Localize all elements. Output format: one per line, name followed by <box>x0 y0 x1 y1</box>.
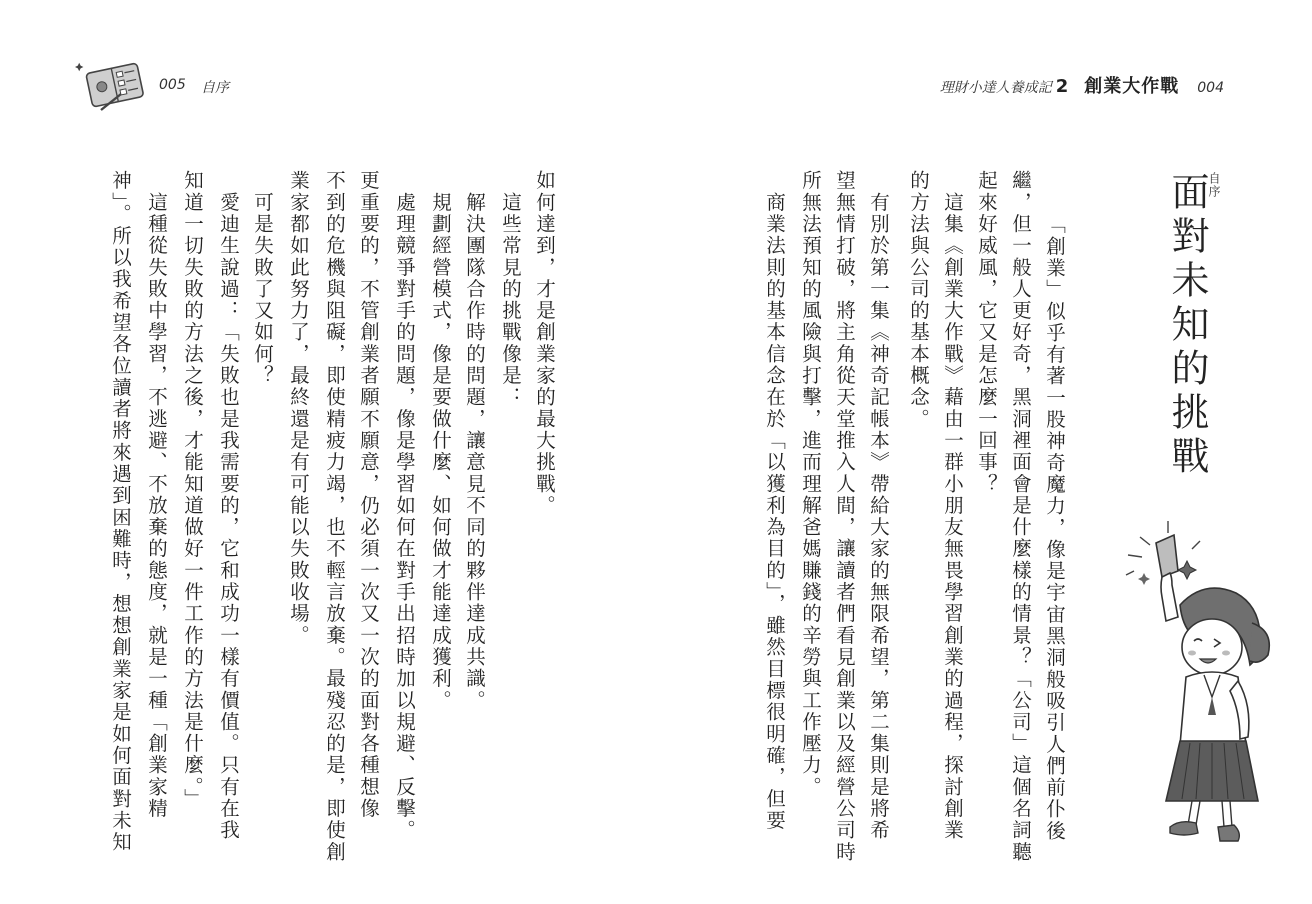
body-line: 繼，但一般人更好奇，黑洞裡面會是什麼樣的情景？「公司」這個名詞聽 <box>1009 170 1032 863</box>
series-title: 理財小達人養成記 <box>939 80 1052 96</box>
book-title: 創業大作戰 <box>1084 76 1180 97</box>
body-line: 神」。所以我希望各位讀者將來遇到困難時，想想創業家是如何面對未知 <box>109 170 132 854</box>
body-line: 這些常見的挑戰像是： <box>499 170 522 409</box>
girl-illustration-icon <box>1100 515 1280 845</box>
right-page-number: 004 <box>1197 80 1224 96</box>
body-line: 更重要的，不管創業者願不願意，仍必須一次又一次的面對各種想像 <box>357 170 380 820</box>
body-line: 商業法則的基本信念在於「以獲利為目的」，雖然目標很明確，但要 <box>763 170 786 832</box>
left-page-header <box>75 58 325 114</box>
right-page-header <box>940 72 1224 102</box>
series-number: 2 <box>1055 76 1069 97</box>
notebook-icon <box>75 58 155 114</box>
body-line: 不到的危機與阻礙，即使精疲力竭，也不輕言放棄。最殘忍的是，即使創 <box>323 170 346 863</box>
body-line: 知道一切失敗的方法之後，才能知道做好一件工作的方法是什麼。」 <box>181 170 204 810</box>
body-line: 解決團隊合作時的問題，讓意見不同的夥伴達成共識。 <box>463 170 486 712</box>
body-line: 所無法預知的風險與打擊，進而理解爸媽賺錢的辛勞與工作壓力。 <box>799 170 822 798</box>
body-line: 的方法與公司的基本概念。 <box>907 170 930 430</box>
left-section-label: 自序 <box>201 80 229 96</box>
body-line: 處理競爭對手的問題，像是學習如何在對手出招時加以規避、反擊。 <box>393 170 416 842</box>
left-page-number: 005 <box>159 77 186 93</box>
body-line: 如何達到，才是創業家的最大挑戰。 <box>533 170 556 517</box>
body-line: 愛迪生說過：「失敗也是我需要的，它和成功一樣有價值。只有在我 <box>217 170 240 842</box>
body-line: 規劃經營模式，像是要做什麼、如何做才能達成獲利。 <box>429 170 452 712</box>
body-line: 這集《創業大作戰》藉由一群小朋友無畏學習創業的過程，探討創業 <box>941 170 964 842</box>
body-line: 可是失敗了又如何？ <box>251 170 274 387</box>
body-line: 有別於第一集《神奇記帳本》帶給大家的無限希望，第二集則是將希 <box>867 170 890 842</box>
body-line: 「創業」似乎有著一股神奇魔力，像是宇宙黑洞般吸引人們前仆後 <box>1043 214 1066 842</box>
preface-title: 面對未知的挑戰 <box>1165 172 1209 480</box>
preface-tag: 自序 <box>1207 172 1221 198</box>
body-line: 這種從失敗中學習，不逃避、不放棄的態度，就是一種「創業家精 <box>145 170 168 820</box>
body-line: 業家都如此努力了，最終還是有可能以失敗收場。 <box>287 170 310 647</box>
body-line: 起來好威風，它又是怎麼一回事？ <box>975 170 998 495</box>
body-line: 望無情打破，將主角從天堂推入人間，讓讀者們看見創業以及經營公司時 <box>833 170 856 863</box>
